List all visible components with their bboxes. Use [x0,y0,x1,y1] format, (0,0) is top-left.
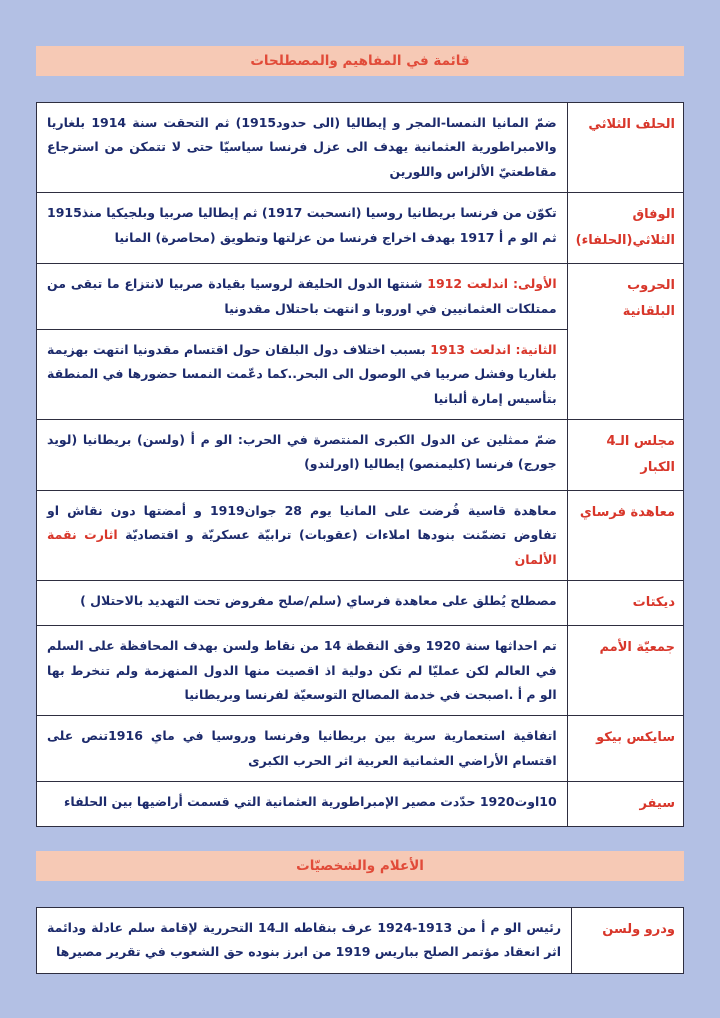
definition-text: رئيس الو م أ من 1913-1924 عرف بنقاطه الـ14 التحررية لإقامة سلم عادلة ودائمة اثر انعقاد مؤتمر الصلح بباريس 1919 من ابرز بنوده حق الشعوب في تقرير مصيرها [47,920,562,960]
definition-text: بسبب اختلاف دول البلقان حول اقتسام مقدونيا انتهت بهزيمة بلغاريا وفشل صربيا في الوصول الى البحر..كما دعّمت النمسا حضورها في المنطقة بتأسيس إمارة ألبانيا [47,341,557,406]
definition-text: تم احداثها سنة 1920 وفق النقطة 14 من نقاط ولسن بهدف المحافظة على السلم في العالم لكن عمليّا لم تكن دولية اذ اقصيت منها الدول المنهزمة ولم تنخرط بها الو م أ .اصبحت في خدمة المصالح التوسعيّة لفرنسا وبريطانيا [47,638,557,702]
definition-cell-diktat [37,581,568,626]
term-cell-balkan-wars [567,264,683,420]
table-row-triple-entente [37,193,684,264]
definition-cell-big-four-council [37,420,568,491]
definition-text: ضمّ المانيا النمسا-المجر و إيطاليا (الى حدود1915) ثم التحقت سنة 1914 بلغاريا والامبراطورية العثمانية يهدف الى عزل فرنسا سياسيّا حتى لا تتمكن من استرجاع مقاطعتيّ الألزاس واللورين [47,115,557,179]
definition-text: ضمّ ممثلين عن الدول الكبرى المنتصرة في الحرب: الو م أ (ولسن) بريطانيا (لويد جورج) فرنسا (كليمنصو) إيطاليا (اورلندو) [47,432,557,472]
term-cell-big-four-council [567,420,683,491]
term-label: سيفر [639,796,675,811]
term-label: الحروب البلقانية [622,278,675,320]
definition-text: 10اوت1920 حدّدت مصير الإمبراطورية العثمانية التي قسمت أراضيها بين الحلفاء [64,794,557,809]
terms-banner-title: قائمة في المفاهيم والمصطلحات [250,53,470,69]
table-row-league-of-nations [37,626,684,716]
definition-cell-woodrow-wilson [37,908,572,974]
term-label: جمعيّة الأمم [599,640,675,656]
people-banner-title: الأعلام والشخصيّات [296,858,424,874]
definition-cell-league-of-nations [37,626,568,716]
table-row-big-four-council [37,420,684,491]
term-label: الحلف الثلاثي [588,117,675,132]
definition-cell-triple-entente [37,193,568,264]
definition-text: اتفاقية استعمارية سرية بين بريطانيا وفرنسا وروسيا في ماي 1916تنص على اقتسام الأراضي العثمانية العربية اثر الحرب الكبرى [47,728,557,768]
table-row-sevres [37,782,684,827]
table-row-versailles-treaty [37,491,684,581]
people-section-banner [36,851,684,881]
table-row-balkan-wars-first [37,264,684,330]
term-cell-triple-alliance [567,103,683,193]
term-label: سايكس بيكو [596,730,675,746]
definition-highlight: الثانية: اندلعت 1913 [430,341,557,357]
table-row-triple-alliance [37,103,684,193]
table-row-diktat [37,581,684,626]
term-cell-league-of-nations [567,626,683,716]
definition-text: مصطلح يُطلق على معاهدة فرساي (سلم/صلح مفروض تحت التهديد بالاحتلال ) [80,593,557,609]
definition-highlight: اثارت نقمة الألمان [47,527,557,567]
term-label: ودرو ولسن [602,922,675,937]
term-cell-sevres [567,782,683,827]
people-table [36,907,684,974]
definition-cell-balkan-first [37,264,568,330]
definition-cell-sevres [37,782,568,827]
term-cell-diktat [567,581,683,626]
definition-cell-versailles-treaty [37,491,568,581]
definition-text: تكوّن من فرنسا بريطانيا روسيا (انسحبت 1917) ثم إيطاليا صربيا وبلجيكيا منذ1915 ثم الو م أ 1917 بهدف اخراج فرنسا من عزلتها وتطويق (محاصرة) المانيا [47,205,557,245]
table-row-sykes-picot [37,716,684,782]
definition-cell-balkan-second [37,329,568,419]
term-cell-versailles-treaty [567,491,683,581]
term-cell-woodrow-wilson [572,908,684,974]
table-row-woodrow-wilson [37,908,684,974]
glossary-table [36,102,684,827]
definition-cell-triple-alliance [37,103,568,193]
term-cell-triple-entente [567,193,683,264]
terms-section-banner [36,46,684,76]
definition-text: شنتها الدول الحليفة لروسيا بقيادة صربيا لانتزاع ما تبقى من ممتلكات العثمانيين في اوروبا و انتهت باحتلال مقدونيا [47,276,557,316]
term-label: معاهدة فرساي [579,505,675,520]
term-cell-sykes-picot [567,716,683,782]
term-label: مجلس الـ4 الكبار [606,434,675,475]
term-label: ديكتات [632,595,675,611]
definition-highlight: الأولى: اندلعت 1912 [427,276,557,292]
term-label: الوفاق الثلاثي(الحلفاء) [575,207,675,249]
definition-text: معاهدة قاسية فُرضت على المانيا يوم 28 جوان1919 و أمضتها دون نقاش او تفاوض تضمّنت بنودها املاءات (عقوبات) ترابيّة عسكريّة و اقتصاديّة [47,503,557,543]
definition-cell-sykes-picot [37,716,568,782]
